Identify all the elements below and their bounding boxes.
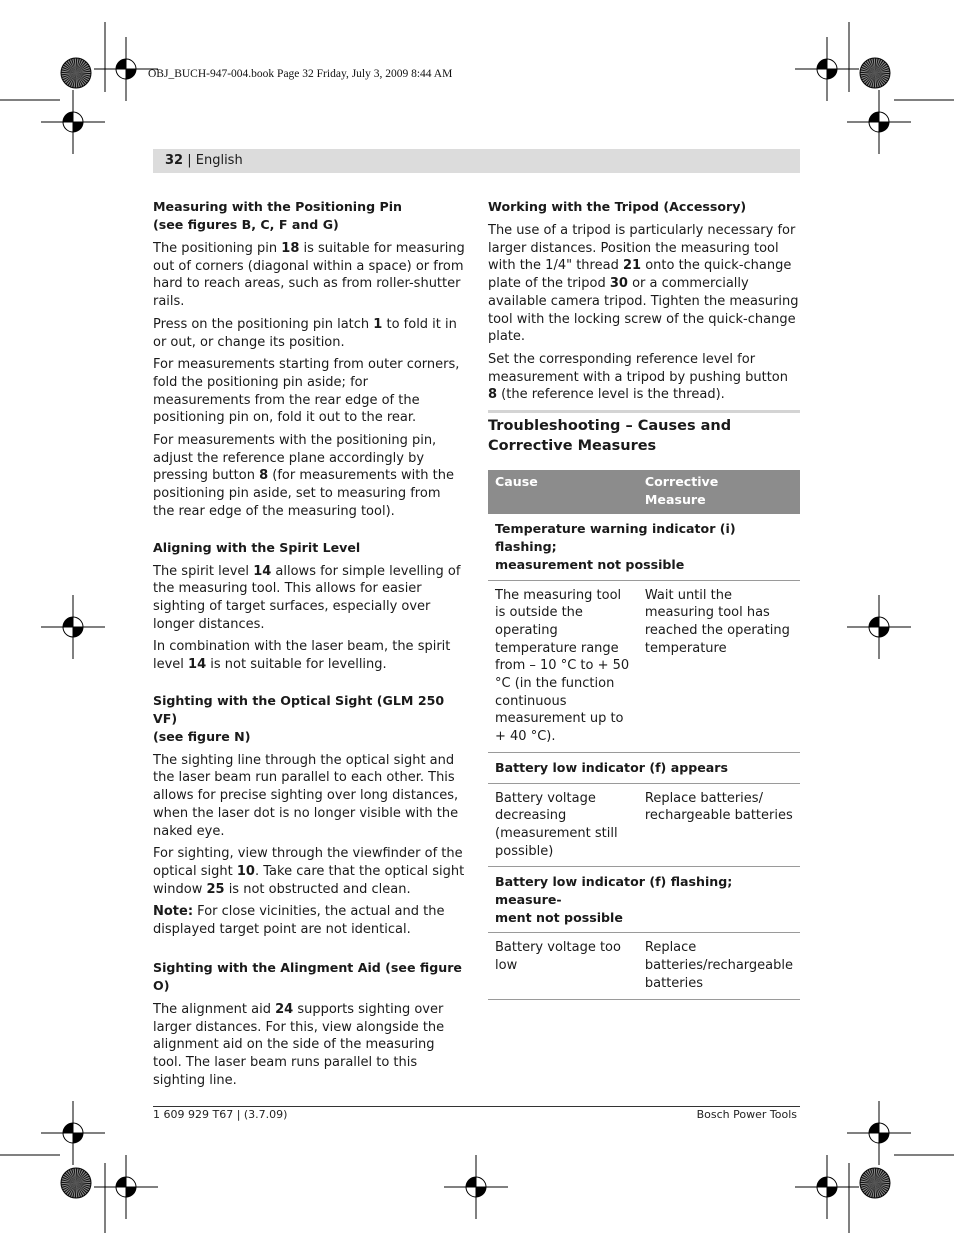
star-target-mark bbox=[860, 1168, 890, 1198]
section-heading: Working with the Tripod (Accessory) bbox=[488, 199, 747, 214]
group-title: Battery low indicator (f) appears bbox=[488, 752, 800, 783]
paragraph: For measurements starting from outer corners, fold the positioning pin aside; for measurements from the rear edge of the positioning pin on, fold it out to the rear. bbox=[153, 357, 460, 426]
section-heading: Aligning with the Spirit Level bbox=[153, 539, 361, 555]
crosshair-mark bbox=[94, 1155, 158, 1219]
table-row bbox=[488, 783, 800, 867]
measure-cell: Replace batteries/ rechargeable batteries bbox=[638, 783, 800, 867]
column-header-cause: Cause bbox=[488, 470, 638, 514]
column-header-measure: Corrective Measure bbox=[638, 470, 800, 514]
section-heading: Measuring with the Positioning Pin (see figures B, C, F and G) bbox=[153, 199, 403, 232]
footer-rule bbox=[153, 1106, 800, 1107]
section-heading: Sighting with the Alingment Aid (see figure O) bbox=[153, 959, 462, 993]
table-header-row bbox=[488, 470, 800, 514]
table-row bbox=[488, 580, 800, 752]
page-header bbox=[153, 149, 800, 173]
table-row bbox=[488, 933, 800, 999]
crosshair-mark bbox=[847, 595, 911, 659]
paragraph: Press on the positioning pin latch 1 to fold it in or out, or change its position. bbox=[153, 316, 457, 350]
page-number: 32 bbox=[165, 153, 184, 168]
group-title: Temperature warning indicator (i) flashing; measurement not possible bbox=[488, 514, 800, 580]
section-heading: Sighting with the Optical Sight (GLM 250 VF) (see figure N) bbox=[153, 692, 445, 744]
left-column bbox=[153, 198, 465, 1094]
paragraph: For measurements with the positioning pin, adjust the reference plane accordingly by pressing button 8 (for measurements with the positioning pin aside, set to measuring from the rear edge of the measuring tool). bbox=[153, 433, 455, 519]
paragraph: The alignment aid 24 supports sighting over larger distances. For this, view alongside the alignment aid on the side of the measuring tool. The laser beam runs parallel to this sighting line. bbox=[153, 1001, 445, 1088]
crosshair-mark bbox=[41, 595, 105, 659]
paragraph: The use of a tripod is particularly necessary for larger distances. Position the measuring tool with the 1/4" thread 21 onto the quick-change plate of the tripod 30 or a commercially available camera tripod. Tighten the measuring tool with the locking screw of the quick-change plate. bbox=[488, 223, 799, 345]
star-target-mark bbox=[61, 58, 91, 88]
right-column bbox=[488, 198, 800, 409]
paragraph: For sighting, view through the viewfinder of the optical sight 10. Take care that the optical sight window 25 is not obstructed and clean. bbox=[153, 846, 465, 897]
footer-left: 1 609 929 T67 | (3.7.09) bbox=[153, 1108, 288, 1121]
star-target-mark bbox=[61, 1168, 91, 1198]
table-group-row bbox=[488, 514, 800, 580]
paragraph: The spirit level 14 allows for simple levelling of the measuring tool. This allows for easier sighting of target surfaces, especially over longer distances. bbox=[153, 563, 461, 632]
paragraph: The positioning pin 18 is suitable for measuring out of corners (diagonal within a space) or from hard to reach areas, such as from roller-shutter rails. bbox=[153, 241, 465, 310]
troubleshooting-table bbox=[488, 470, 800, 1000]
group-title: Battery low indicator (f) flashing; measure- ment not possible bbox=[488, 867, 800, 933]
note: Note: For close vicinities, the actual and the displayed target point are not identical. bbox=[153, 904, 445, 938]
cause-cell: Battery voltage too low bbox=[488, 933, 638, 999]
header-separator: | bbox=[183, 153, 196, 168]
measure-cell: Wait until the measuring tool has reached the operating temperature bbox=[638, 580, 800, 752]
header-language: English bbox=[195, 153, 243, 168]
cause-cell: The measuring tool is outside the operating temperature range from – 10 °C to + 50 °C (in the function continuous measurement up to + 40 °C). bbox=[488, 580, 638, 752]
table-group-row bbox=[488, 867, 800, 933]
measure-cell: Replace batteries/rechargeable batteries bbox=[638, 933, 800, 999]
star-target-mark bbox=[860, 58, 890, 88]
troubleshooting-section bbox=[488, 410, 800, 1000]
paragraph: The sighting line through the optical sight and the laser beam run parallel to each other. This allows for precise sighting over long distances, when the laser dot is no longer visible with the naked eye. bbox=[153, 752, 459, 839]
crosshair-mark bbox=[444, 1155, 508, 1219]
footer-right: Bosch Power Tools bbox=[696, 1108, 797, 1121]
section-title: Troubleshooting – Causes and Corrective Measures bbox=[488, 418, 732, 454]
cause-cell: Battery voltage decreasing (measurement still possible) bbox=[488, 783, 638, 867]
paragraph: Set the corresponding reference level for measurement with a tripod by pushing button 8 (the reference level is the thread). bbox=[488, 351, 788, 403]
paragraph: In combination with the laser beam, the spirit level 14 is not suitable for levelling. bbox=[153, 639, 451, 673]
table-group-row bbox=[488, 752, 800, 783]
file-header: OBJ_BUCH-947-004.book Page 32 Friday, July 3, 2009 8:44 AM bbox=[148, 68, 453, 80]
